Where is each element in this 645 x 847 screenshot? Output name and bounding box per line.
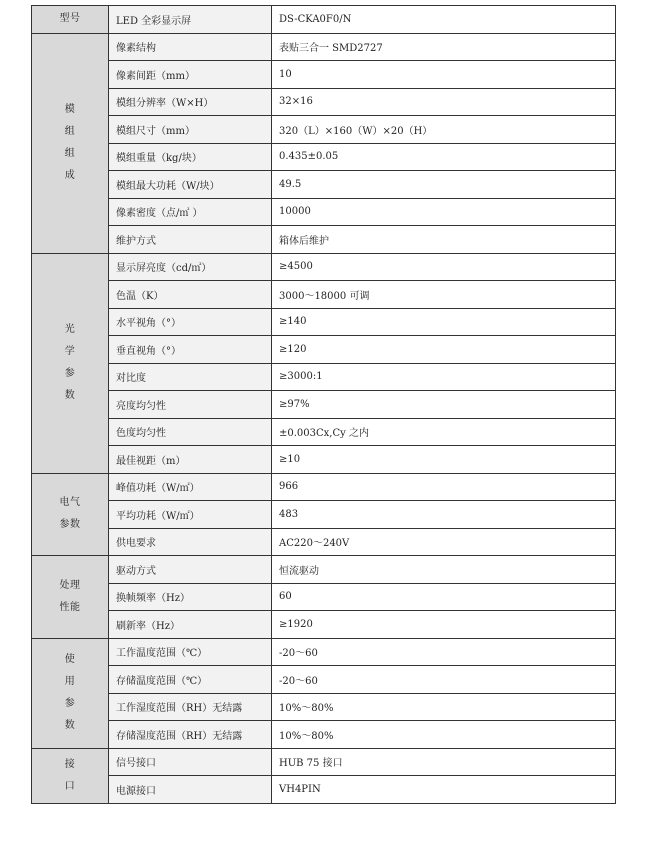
spec-value-cell: HUB 75 接口 [272,748,616,776]
group-label-cell [32,253,109,473]
spec-value-cell: 320（L）×160（W）×20（H） [272,116,616,144]
spec-value-cell: AC220～240V [272,528,616,556]
spec-name-cell: 模组最大功耗（W/块） [109,171,272,199]
spec-table [31,5,616,804]
header-row [32,6,616,34]
spec-name-cell: 模组尺寸（mm） [109,116,272,144]
spec-row [32,88,616,116]
group-label-cell [32,638,109,748]
group-label: 接 口 [64,758,76,792]
spec-value-cell: ≥10 [272,446,616,474]
spec-name-cell: 像素密度（点/㎡ ） [109,198,272,226]
spec-row [32,583,616,611]
spec-value-cell: ≥3000:1 [272,363,616,391]
spec-value-cell: 49.5 [272,171,616,199]
group-label: 电气 参数 [59,497,81,531]
group-label-cell [32,556,109,639]
spec-value-cell: 0.435±0.05 [272,143,616,171]
model-category-cell: 型号 [32,6,109,34]
spec-name-cell: 供电要求 [109,528,272,556]
spec-row [32,556,616,584]
spec-row [32,611,616,639]
spec-row [32,446,616,474]
spec-value-cell: 10%～80% [272,693,616,721]
spec-name-cell: 存储湿度范围（RH）无结露 [109,721,272,749]
spec-row [32,171,616,199]
spec-row [32,501,616,529]
spec-name-cell: 像素间距（mm） [109,61,272,89]
spec-row [32,748,616,776]
spec-row [32,776,616,804]
spec-row [32,336,616,364]
group-label-cell [32,473,109,556]
spec-value-cell: 966 [272,473,616,501]
spec-name-cell: 平均功耗（W/㎡） [109,501,272,529]
spec-value-cell: 10000 [272,198,616,226]
spec-name-cell: 工作温度范围（℃） [109,638,272,666]
model-name-cell: LED 全彩显示屏 [109,6,272,34]
spec-name-cell: 维护方式 [109,226,272,254]
spec-value-cell: 10%～80% [272,721,616,749]
group-label-cell [32,33,109,253]
spec-value-cell: VH4PIN [272,776,616,804]
spec-value-cell: 恒流驱动 [272,556,616,584]
spec-row [32,473,616,501]
spec-value-cell: ≥97% [272,391,616,419]
spec-row [32,418,616,446]
spec-value-cell: ≥120 [272,336,616,364]
spec-row [32,363,616,391]
spec-value-cell: ≥140 [272,308,616,336]
spec-name-cell: 垂直视角（°） [109,336,272,364]
spec-name-cell: 模组分辨率（W×H） [109,88,272,116]
spec-value-cell: 10 [272,61,616,89]
spec-value-cell: ≥4500 [272,253,616,281]
group-label: 使 用 参 数 [64,654,76,731]
spec-row [32,308,616,336]
spec-value-cell: 32×16 [272,88,616,116]
spec-row [32,143,616,171]
spec-row [32,391,616,419]
spec-name-cell: 像素结构 [109,33,272,61]
spec-name-cell: 亮度均匀性 [109,391,272,419]
spec-row [32,116,616,144]
spec-value-cell: 60 [272,583,616,611]
spec-value-cell: ≥1920 [272,611,616,639]
spec-value-cell: -20～60 [272,638,616,666]
spec-name-cell: 色温（K） [109,281,272,309]
spec-table-body [32,6,616,804]
group-label: 光 学 参 数 [64,324,76,401]
spec-row [32,693,616,721]
spec-row [32,61,616,89]
spec-row [32,721,616,749]
group-label: 模 组 组 成 [64,104,76,181]
spec-name-cell: 换帧频率（Hz） [109,583,272,611]
spec-name-cell: 工作湿度范围（RH）无结露 [109,693,272,721]
spec-row [32,638,616,666]
spec-row [32,198,616,226]
spec-name-cell: 存储温度范围（℃） [109,666,272,694]
spec-name-cell: 模组重量（kg/块） [109,143,272,171]
spec-name-cell: 对比度 [109,363,272,391]
spec-row [32,226,616,254]
model-value-cell: DS-CKA0F0/N [272,6,616,34]
spec-name-cell: 信号接口 [109,748,272,776]
spec-name-cell: 驱动方式 [109,556,272,584]
spec-value-cell: ±0.003Cx,Cy 之内 [272,418,616,446]
spec-name-cell: 色度均匀性 [109,418,272,446]
spec-value-cell: 表贴三合一 SMD2727 [272,33,616,61]
group-label-cell [32,748,109,803]
spec-name-cell: 刷新率（Hz） [109,611,272,639]
spec-row [32,253,616,281]
spec-row [32,528,616,556]
spec-row [32,281,616,309]
spec-value-cell: 483 [272,501,616,529]
spec-value-cell: -20～60 [272,666,616,694]
spec-value-cell: 3000～18000 可调 [272,281,616,309]
group-label: 处理 性能 [59,579,81,613]
spec-name-cell: 显示屏亮度（cd/㎡） [109,253,272,281]
spec-name-cell: 电源接口 [109,776,272,804]
spec-row [32,33,616,61]
spec-name-cell: 最佳视距（m） [109,446,272,474]
spec-value-cell: 箱体后维护 [272,226,616,254]
spec-row [32,666,616,694]
spec-name-cell: 水平视角（°） [109,308,272,336]
spec-name-cell: 峰值功耗（W/㎡） [109,473,272,501]
